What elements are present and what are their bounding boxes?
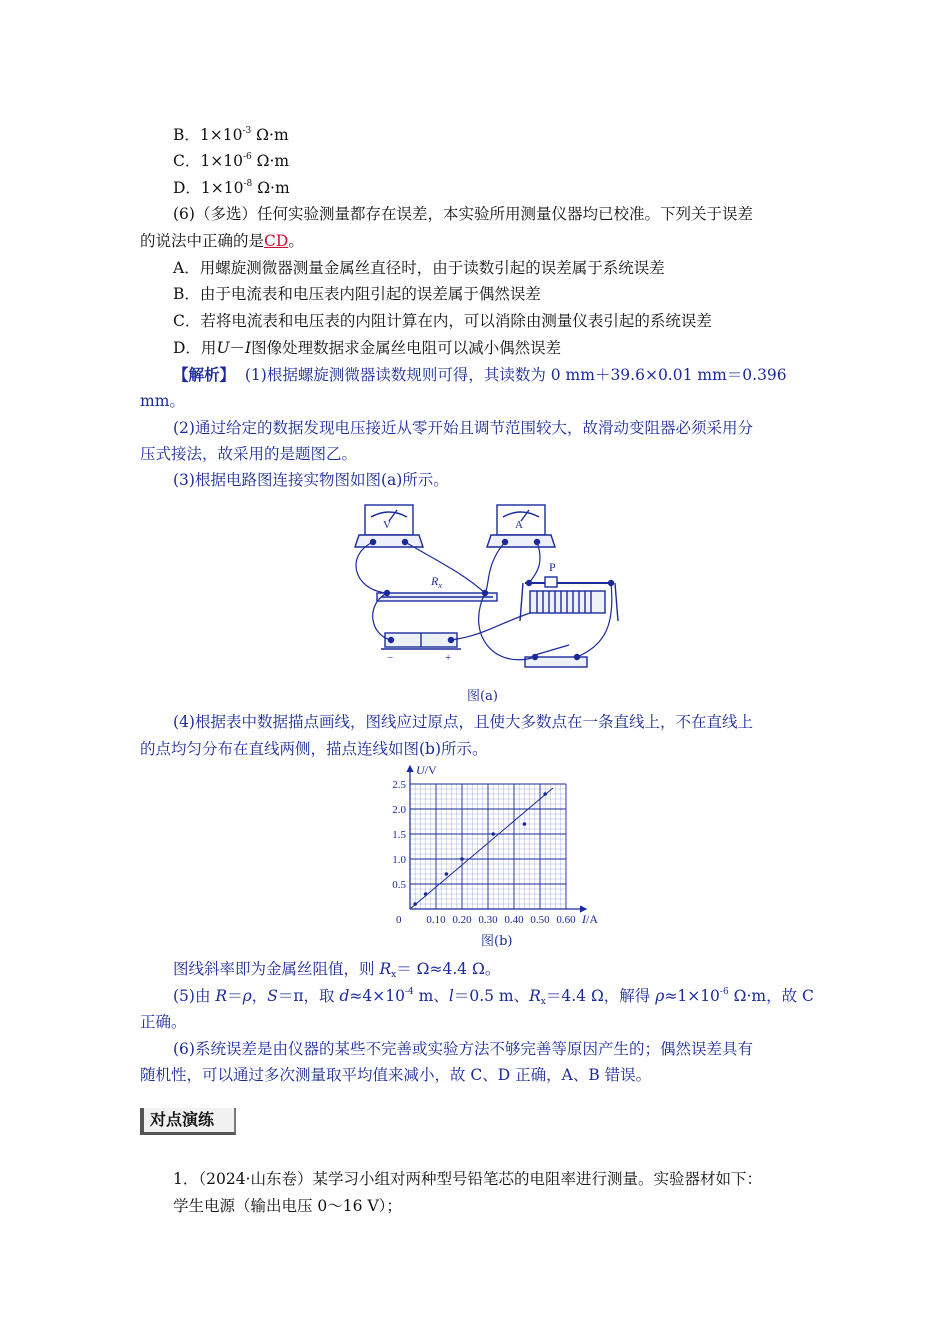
battery-minus-label: − <box>387 652 394 664</box>
analysis-p5-line2: 正确。 <box>140 1013 187 1031</box>
battery-icon <box>381 633 461 649</box>
analysis-p2-line1: (2)通过给定的数据发现电压接近从零开始且调节范围较大，故滑动变阻器必须采用分 <box>173 419 753 437</box>
data-point <box>523 822 527 826</box>
q6-option-b: B．由于电流表和电压表内阻引起的误差属于偶然误差 <box>173 285 541 303</box>
q6-option-d <box>173 337 561 359</box>
option-c-exp: -6 <box>242 152 252 162</box>
battery-plus-label: + <box>445 652 452 664</box>
chart-fit-line <box>410 788 553 909</box>
exercise-line1: 1．（2024·山东卷）某学习小组对两种型号铅笔芯的电阻率进行测量。实验器材如下： <box>173 1170 762 1188</box>
ammeter-label: A <box>515 519 523 531</box>
option-d <box>173 177 290 199</box>
fig-b-caption: 图(b) <box>481 934 513 949</box>
q6-option-d-post: 图像处理数据求金属丝电阻可以减小偶然误差 <box>251 339 562 357</box>
x-tick-label: 0.60 <box>556 914 576 926</box>
analysis-p6-line2: 随机性，可以通过多次测量取平均值来减小，故 C、D 正确，A、B 错误。 <box>140 1066 652 1084</box>
analysis-p6-line1: (6)系统误差是由仪器的某些不完善或实验方法不够完善等原因产生的；偶然误差具有 <box>173 1040 753 1058</box>
x-tick-label: 0.20 <box>452 914 472 926</box>
y-tick-label: 1.5 <box>392 829 406 841</box>
analysis-p3: (3)根据电路图连接实物图如图(a)所示。 <box>173 471 449 489</box>
analysis-slope-r: R <box>379 960 392 978</box>
option-c-unit: Ω·m <box>251 152 290 170</box>
chart-grid-major <box>410 784 566 909</box>
data-point <box>445 872 449 876</box>
x-tick-label: 0.10 <box>426 914 446 926</box>
voltmeter-label: V <box>383 519 391 531</box>
section-header-practice: 对点演练 <box>140 1108 236 1135</box>
y-tick-label: 1.0 <box>392 854 406 866</box>
option-b-exp: -3 <box>242 126 252 136</box>
analysis-p1-line1 <box>173 364 787 386</box>
analysis-p4-line1: (4)根据表中数据描点画线，图线应过原点，且使大多数点在一条直线上，不在直线上 <box>173 713 753 731</box>
q6-line2 <box>140 230 304 252</box>
y-tick-label: 2.0 <box>392 804 406 816</box>
option-b-text: B．1×10 <box>173 126 243 144</box>
option-c <box>173 150 289 172</box>
y-tick-label: 2.5 <box>392 779 406 791</box>
analysis-slope-pre: 图线斜率即为金属丝阻值，则 <box>173 960 380 978</box>
q6-option-c: C．若将电流表和电压表的内阻计算在内，可以消除由测量仪表引起的系统误差 <box>173 312 712 330</box>
q6-option-a: A．用螺旋测微器测量金属丝直径时，由于读数引起的误差属于系统误差 <box>173 259 665 277</box>
analysis-slope-sub: x <box>391 970 397 980</box>
q6-answer: CD <box>264 232 289 250</box>
analysis-tag: 【解析】 <box>173 365 236 384</box>
analysis-p5-line1: (5)由 R＝ρ，S＝π，取 $d\approx 4\times 10^{-4}$ m、l＝0.5 m、$R_x=4.4$ Ω，解得 $\rho\approx 1\times 10^{-6}$ Ω·m，故 C <box>173 987 814 1007</box>
exercise-line2: 学生电源（输出电压 0～16 V）； <box>173 1197 402 1215</box>
analysis-p4-line2: 的点均匀分布在直线两侧，描点连线如图(b)所示。 <box>140 740 488 758</box>
x-tick-label: 0.30 <box>478 914 498 926</box>
slider-p-label: P <box>549 560 556 574</box>
data-point <box>543 792 547 796</box>
data-point <box>460 857 464 861</box>
q6-option-d-pre: D．用 <box>173 339 217 357</box>
chart-y-label: U/V <box>416 765 437 777</box>
option-d-text: D．1×10 <box>173 179 244 197</box>
fig-a-caption: 图(a) <box>467 689 498 704</box>
chart-origin-label: 0 <box>396 914 402 926</box>
option-c-text: C．1×10 <box>173 152 243 170</box>
chart-x-label: I/A <box>582 912 598 926</box>
data-point <box>413 902 417 906</box>
analysis-p1-text: (1)根据螺旋测微器读数规则可得，其读数为 0 mm＋39.6×0.01 mm＝0.396 <box>244 366 787 384</box>
x-tick-label: 0.40 <box>504 914 524 926</box>
rx-label: $R_x$ <box>431 574 442 590</box>
option-b <box>173 124 289 146</box>
data-point <box>424 892 428 896</box>
y-tick-label: 0.5 <box>392 879 406 891</box>
q6-line2-pre: 的说法中正确的是 <box>140 232 265 250</box>
q6-line2-post: 。 <box>288 232 304 250</box>
rheostat-icon <box>520 577 618 621</box>
x-tick-label: 0.50 <box>530 914 550 926</box>
analysis-slope-post: ＝ Ω≈4.4 Ω。 <box>396 960 501 978</box>
resistor-wire-board <box>377 591 497 602</box>
q6-option-d-dash: － <box>229 339 246 357</box>
switch-icon <box>525 645 587 667</box>
analysis-p2-line2: 压式接法，故采用的是题图乙。 <box>140 445 358 463</box>
data-point <box>491 832 495 836</box>
q6-option-d-i: I <box>245 339 252 357</box>
option-d-unit: Ω·m <box>252 179 290 197</box>
q6-option-d-u: U <box>216 339 230 357</box>
analysis-p1-line2: mm。 <box>140 392 185 410</box>
ui-graph-figure-b <box>375 765 620 930</box>
circuit-figure-a <box>345 495 635 685</box>
analysis-slope <box>173 958 500 980</box>
option-b-unit: Ω·m <box>251 126 289 144</box>
q6-line1: (6)（多选）任何实验测量都存在误差，本实验所用测量仪器均已校准。下列关于误差 <box>173 205 753 223</box>
option-d-exp: -8 <box>243 179 253 189</box>
